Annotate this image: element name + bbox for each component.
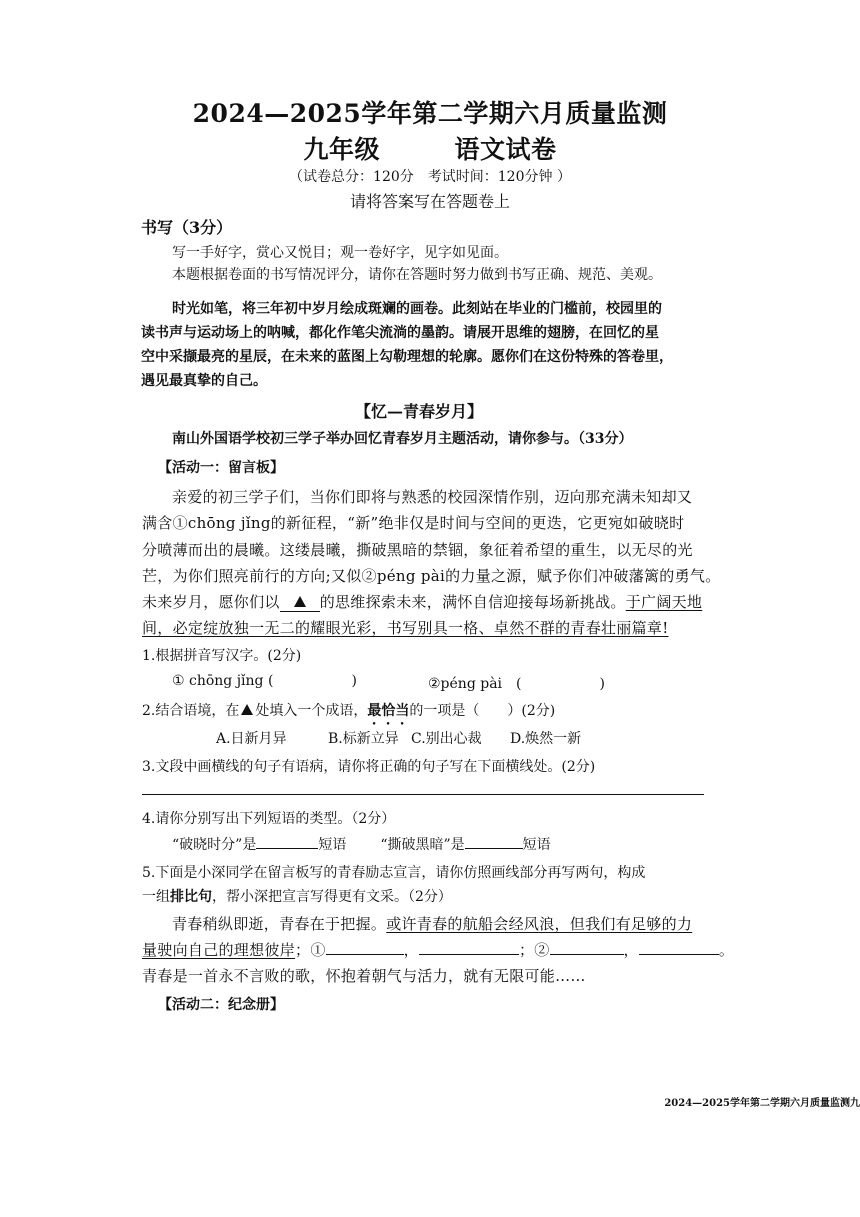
activity-2-heading: 【活动二：纪念册】 <box>158 997 284 1013</box>
q5-stem-2-a: 一组 <box>142 889 170 905</box>
q1-a-label: ① chōng jǐng ( <box>172 673 274 689</box>
section-lead: 南山外国语学校初三学子举办回忆青春岁月主题活动，请你参与。（33分） <box>172 431 633 447</box>
section-title: 【忆—青春岁月】 <box>355 402 484 421</box>
intro-line-4: 遇见最真挚的自己。 <box>141 373 267 389</box>
q5-passage-2 <box>142 939 734 960</box>
q5-blank-1-marker: ；① <box>295 941 326 959</box>
subject-label: 语文试卷 <box>454 135 557 164</box>
passage-line-5-underlined: 于广阔天地 <box>625 593 703 611</box>
q4-phrases <box>172 834 551 854</box>
q5-passage-3: 青春是一首永不言败的歌，怀抱着朝气与活力，就有无限可能…… <box>142 967 586 985</box>
q1-b-label: ②péng pài ( <box>428 676 522 692</box>
writing-heading: 书写（3分） <box>141 218 233 237</box>
q5-blank-1a <box>326 940 404 955</box>
q2-option-a: A.日新月异 <box>216 731 287 747</box>
passage-line-2: 满含①chōng jǐng的新征程，“新”绝非仅是时间与空间的更迭，它更宛如破晓时 <box>142 514 685 532</box>
passage-line-3: 分喷薄而出的晨曦。这缕晨曦，撕破黑暗的禁锢，象征着希望的重生，以无尽的光 <box>142 541 693 559</box>
q2-stem-b: 处填入一个成语， <box>255 703 368 719</box>
q2-stem-d: 的一项是（ ）(2分) <box>409 703 556 719</box>
q5-passage-1-a: 青春稍纵即逝，青春在于把握。 <box>172 915 387 933</box>
q5-stem-1: 5.下面是小深同学在留言板写的青春励志宣言，请你仿照画线部分再写两句，构成 <box>142 865 646 881</box>
q3-answer-line <box>142 794 704 795</box>
q5-blank-1b <box>419 940 519 955</box>
q5-passage-1 <box>172 913 692 934</box>
q5-emphasis: 排比句 <box>170 889 212 905</box>
passage-line-4: 芒，为你们照亮前行的方向;又似②péng pài的力量之源，赋予你们冲破藩篱的勇气。 <box>142 567 721 585</box>
exam-title: 2024—2025学年第二学期六月质量监测 <box>192 99 668 128</box>
q5-blank-2b <box>639 940 719 955</box>
writing-line-2: 本题根据卷面的书写情况评分，请你在答题时努力做到书写正确、规范、美观。 <box>172 267 662 283</box>
q2-option-c: C.别出心裁 <box>411 731 482 747</box>
q1-a-close: ) <box>351 673 357 689</box>
q4-blank-2 <box>465 834 523 849</box>
q2-stem-a: 2.结合语境，在 <box>142 703 240 719</box>
q5-blank-2-marker: ；② <box>518 941 550 959</box>
q4-stem: 4.请你分别写出下列短语的类型。（2分） <box>142 811 396 827</box>
passage-line-5-a: 未来岁月，愿你们以 <box>142 593 280 611</box>
q4-phrase-2-end: 短语 <box>522 837 551 853</box>
page-footer: 2024—2025学年第二学期六月质量监测九 <box>664 1098 860 1109</box>
intro-line-3: 空中采撷最亮的星辰，在未来的蓝图上勾勒理想的轮廓。愿你们在这份特殊的答卷里， <box>141 349 673 365</box>
activity-1-heading: 【活动一：留言板】 <box>158 460 284 476</box>
q4-phrase-2: “撕破黑暗”是 <box>380 837 465 853</box>
q2-stem <box>142 700 555 728</box>
intro-line-2: 读书声与运动场上的呐喊，都化作笔尖流淌的墨韵。请展开思维的翅膀，在回忆的星 <box>141 325 659 341</box>
q2-option-b: B.标新立异 <box>328 731 399 747</box>
q4-blank-1 <box>256 834 318 849</box>
triangle-icon <box>294 596 306 607</box>
q5-period: 。 <box>718 941 735 959</box>
q1-stem: 1.根据拼音写汉字。(2分) <box>142 648 302 664</box>
passage-line-5 <box>142 591 702 612</box>
exam-meta: （试卷总分：120分 考试时间：120分钟 ） <box>289 169 571 185</box>
writing-line-1: 写一手好字，赏心又悦目；观一卷好字，见字如见面。 <box>172 245 508 261</box>
q2-option-d: D.焕然一新 <box>510 731 582 747</box>
q4-phrase-1: “破晓时分”是 <box>172 837 257 853</box>
passage-line-5-b: 的思维探索未来，满怀自信迎接每场新挑战。 <box>319 593 626 611</box>
grade-label: 九年级 <box>303 135 381 164</box>
triangle-icon <box>241 704 253 715</box>
q5-blank-2a <box>550 940 624 955</box>
blank-triangle <box>280 593 320 612</box>
exam-subtitle <box>0 130 860 166</box>
q5-passage-2-underlined: 量驶向自己的理想彼岸 <box>142 941 296 959</box>
q5-comma-2: ， <box>623 941 639 959</box>
q1-b-close: ) <box>599 676 605 692</box>
q3-stem: 3.文段中画横线的句子有语病，请你将正确的句子写在下面横线处。(2分) <box>142 759 596 775</box>
q5-stem-2 <box>142 886 452 906</box>
q5-comma-1: ， <box>403 941 419 959</box>
q1-b <box>428 673 605 693</box>
answer-note: 请将答案写在答题卷上 <box>349 192 510 211</box>
q5-passage-1-underlined: 或许青春的航船会经风浪，但我们有足够的力 <box>386 915 693 933</box>
passage-line-6: 间，必定绽放独一无二的耀眼光彩，书写别具一格、卓然不群的青春壮丽篇章! <box>142 619 669 637</box>
q4-phrase-1-end: 短语 <box>318 837 347 853</box>
q1-a <box>172 673 357 689</box>
q2-emphasis: 最恰当 <box>367 703 410 719</box>
passage-line-1: 亲爱的初三学子们，当你们即将与熟悉的校园深情作别，迈向那充满未知却又 <box>172 488 693 506</box>
q5-stem-2-c: ，帮小深把宣言写得更有文采。（2分） <box>212 889 452 905</box>
intro-line-1: 时光如笔，将三年初中岁月绘成斑斓的画卷。此刻站在毕业的门槛前，校园里的 <box>172 301 662 317</box>
